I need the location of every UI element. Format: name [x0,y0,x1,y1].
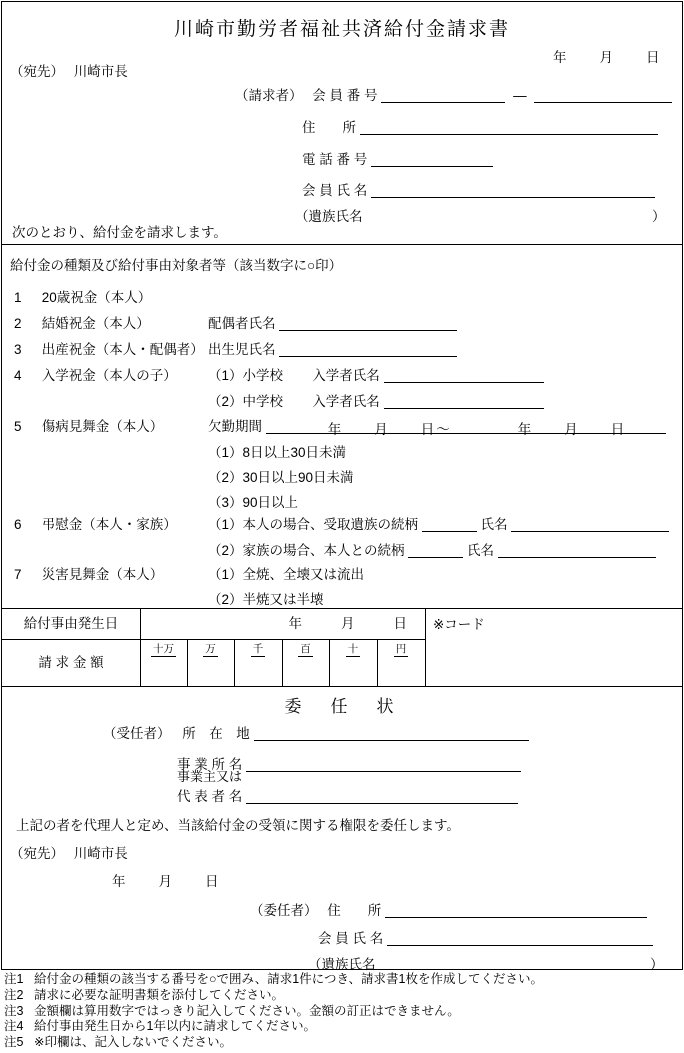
amount-col-1 [377,641,425,657]
name-label-1: 氏名 [480,517,508,532]
sickness-option-1[interactable]: （1）8日以上30日未満 [208,445,347,460]
amount-col-10-label: 十 [347,643,359,655]
absence-period-to: 年 月 日 [517,422,627,437]
note-1 [4,972,543,988]
benefit-3-detail [208,338,457,358]
benefit-item-7 [14,563,163,583]
poa-owner-row [177,785,518,805]
address-field[interactable] [360,119,658,135]
code-label: ※コード [433,617,485,632]
poa-bereaved-open: （遺族氏名 [308,957,376,972]
elementary-school-option[interactable]: （1）小学校 [208,368,297,383]
benefit-7-number[interactable]: 7 [14,567,22,582]
poa-member-name-label: 会 員 氏 名 [318,931,384,946]
condolence-row-1 [208,513,669,533]
relation-field-2[interactable] [408,542,463,558]
member-name-row [302,179,655,199]
member-name-field[interactable] [371,182,655,198]
spouse-name-field[interactable] [279,315,457,331]
form-title: 川崎市勤労者福祉共済給付金請求書 [173,19,510,40]
benefit-6-number[interactable]: 6 [14,517,22,532]
newborn-name-label: 出生児氏名 [208,342,276,357]
relation-field-1[interactable] [422,516,477,532]
spouse-name-label: 配偶者氏名 [208,316,276,331]
benefit-4-label: 入学祝金（本人の子） [41,368,177,383]
addressee-prefix: （宛先） [10,64,64,79]
absence-period-from: 年 月 日～ [327,422,452,437]
poa-bereaved-close: ） [650,957,664,972]
note-4-text: 給付事由発生日から1年以内に請求してください。 [34,1019,316,1034]
benefit-6-label: 弔慰金（本人・家族） [41,517,177,532]
amount-col-100-label: 百 [300,643,311,655]
poa-title: 委 任 状 [284,697,400,716]
amount-col-10k-label: 万 [205,643,216,655]
note-1-text: 給付金の種類の該当する番号を○で囲み、請求1件につき、請求書1枚を作成してください。 [34,972,543,986]
sickness-option-3[interactable]: （3）90日以上 [208,495,299,510]
benefit-item-1 [14,286,151,306]
condolence-option-1[interactable]: （1）本人の場合、受取遺族の続柄 [208,517,419,532]
entrant-name-field-1[interactable] [384,367,544,383]
benefits-header: 給付金の種類及び給付事由対象者等（該当数字に○印） [10,258,343,273]
bereaved-name-close: ） [652,209,666,224]
name-field-2[interactable] [498,542,656,558]
benefit-4-row-2 [208,390,544,410]
poa-owner-field[interactable] [246,788,518,804]
benefit-5-label: 傷病見舞金（本人） [41,419,164,434]
member-number-separator: ― [513,88,527,103]
note-5-number: 注5 [4,1035,24,1050]
section-divider-1 [2,244,682,245]
disaster-option-1[interactable]: （1）全焼、全壊又は流出 [208,567,365,582]
benefit-2-label: 結婚祝金（本人） [41,316,150,331]
poa-date-blank[interactable]: 年 月 日 [112,874,221,889]
member-number-field-2[interactable] [534,87,672,103]
benefit-item-2 [14,312,150,332]
entrant-name-label-2: 入学者氏名 [312,394,380,409]
benefit-3-label: 出産祝金（本人・配偶者） [41,342,204,357]
benefit-item-5 [14,415,163,435]
member-number-field-1[interactable] [381,87,505,103]
member-number-label: 会 員 番 号 [312,88,378,103]
junior-high-option[interactable]: （2）中学校 [208,394,297,409]
benefit-5-number[interactable]: 5 [14,419,22,434]
poa-member-name-row [318,927,653,947]
addressee-line [10,60,128,80]
note-3-text: 金額欄は算用数字ではっきり記入してください。金額の訂正はできません。 [34,1003,460,1018]
newborn-name-field[interactable] [279,341,457,357]
poa-addressee-line [10,842,128,862]
benefit-item-4 [14,364,177,384]
footnotes [4,972,543,1051]
sickness-option-2[interactable]: （2）30日以上90日未満 [208,470,354,485]
absence-period-label: 欠勤期間 [208,419,262,434]
poa-delegator-heading: （委任者） [250,903,318,918]
note-5 [4,1035,543,1051]
phone-row [302,148,493,168]
member-name-label: 会 員 氏 名 [302,183,368,198]
amount-col-1-label: 円 [395,643,407,655]
benefit-7-label: 災害見舞金（本人） [41,567,164,582]
benefit-1-number[interactable]: 1 [14,290,22,305]
phone-label: 電 話 番 号 [302,152,368,167]
event-date-blank[interactable]: 年 月 日 [288,616,411,631]
poa-owner-label-line1: 事業主又は [177,769,243,784]
table-vline-code [425,608,426,686]
poa-addressee-name: 川崎市長 [73,846,128,861]
event-date-label: 給付事由発生日 [23,616,119,631]
poa-delegator-address-field[interactable] [385,902,647,918]
poa-member-name-field[interactable] [387,930,653,946]
form-border [1,1,683,970]
benefit-4-row-1 [208,364,544,384]
note-2 [4,988,543,1004]
benefit-3-number[interactable]: 3 [14,342,22,357]
poa-agent-heading: （受任者） [103,726,171,741]
address-label: 住 所 [302,120,356,135]
note-2-number: 注2 [4,987,24,1002]
absence-period-row [208,415,666,435]
note-4 [4,1019,543,1035]
member-number-row [235,84,672,104]
note-2-text: 請求に必要な証明書類を添付してください。 [34,987,285,1002]
poa-office-label: 事 業 所 名 [177,757,243,772]
absence-period-field[interactable] [266,418,666,437]
note-1-number: 注1 [4,972,24,986]
poa-agent-address-field[interactable] [254,725,529,741]
entrant-name-label-1: 入学者氏名 [312,368,380,383]
poa-agent-address-label: 所 在 地 [182,726,250,741]
intro-text: 次のとおり、給付金を請求します。 [12,225,227,240]
condolence-row-2 [208,539,656,559]
bereaved-name-row [295,205,363,225]
amount-col-100k [140,641,187,657]
benefit-4-number[interactable]: 4 [14,368,22,383]
poa-office-field[interactable] [246,756,521,772]
benefit-2-number[interactable]: 2 [14,316,22,331]
claim-amount-label: 請 求 金 額 [38,655,104,670]
amount-col-1k [234,641,282,657]
disaster-option-2[interactable]: （2）半焼又は半壊 [208,592,324,607]
address-row [302,116,658,136]
condolence-option-2[interactable]: （2）家族の場合、本人との続柄 [208,543,405,558]
bereaved-name-open: （遺族氏名 [295,209,363,224]
note-3-number: 注3 [4,1003,24,1018]
amount-col-100k-label: 十万 [153,643,174,655]
benefit-item-3 [14,338,204,358]
name-label-2: 氏名 [467,543,495,558]
phone-field[interactable] [371,151,493,167]
note-3 [4,1004,543,1020]
name-field-1[interactable] [511,516,669,532]
date-blank-top[interactable]: 年 月 日 [553,50,662,65]
amount-col-10 [329,641,377,657]
amount-col-100 [282,641,329,657]
amount-col-1k-label: 千 [252,643,264,655]
poa-statement: 上記の者を代理人と定め、当該給付金の受領に関する権限を委任します。 [16,818,460,833]
table-bottom-line [2,686,682,687]
benefit-1-label: 20歳祝金（本人） [41,290,152,305]
addressee-name: 川崎市長 [73,64,128,79]
benefit-item-6 [14,513,177,533]
poa-delegator-row [250,899,647,919]
note-4-number: 注4 [4,1019,24,1034]
benefit-2-detail [208,312,457,332]
amount-col-10k [187,641,234,657]
note-5-text: ※印欄は、記入しないでください。 [34,1035,232,1050]
entrant-name-field-2[interactable] [384,393,544,409]
poa-addressee-prefix: （宛先） [10,846,64,861]
claimant-heading: （請求者） [235,88,303,103]
poa-agent-row [103,722,529,742]
poa-delegator-address-label: 住 所 [327,903,382,918]
poa-owner-label-line2: 代 表 者 名 [177,789,243,804]
